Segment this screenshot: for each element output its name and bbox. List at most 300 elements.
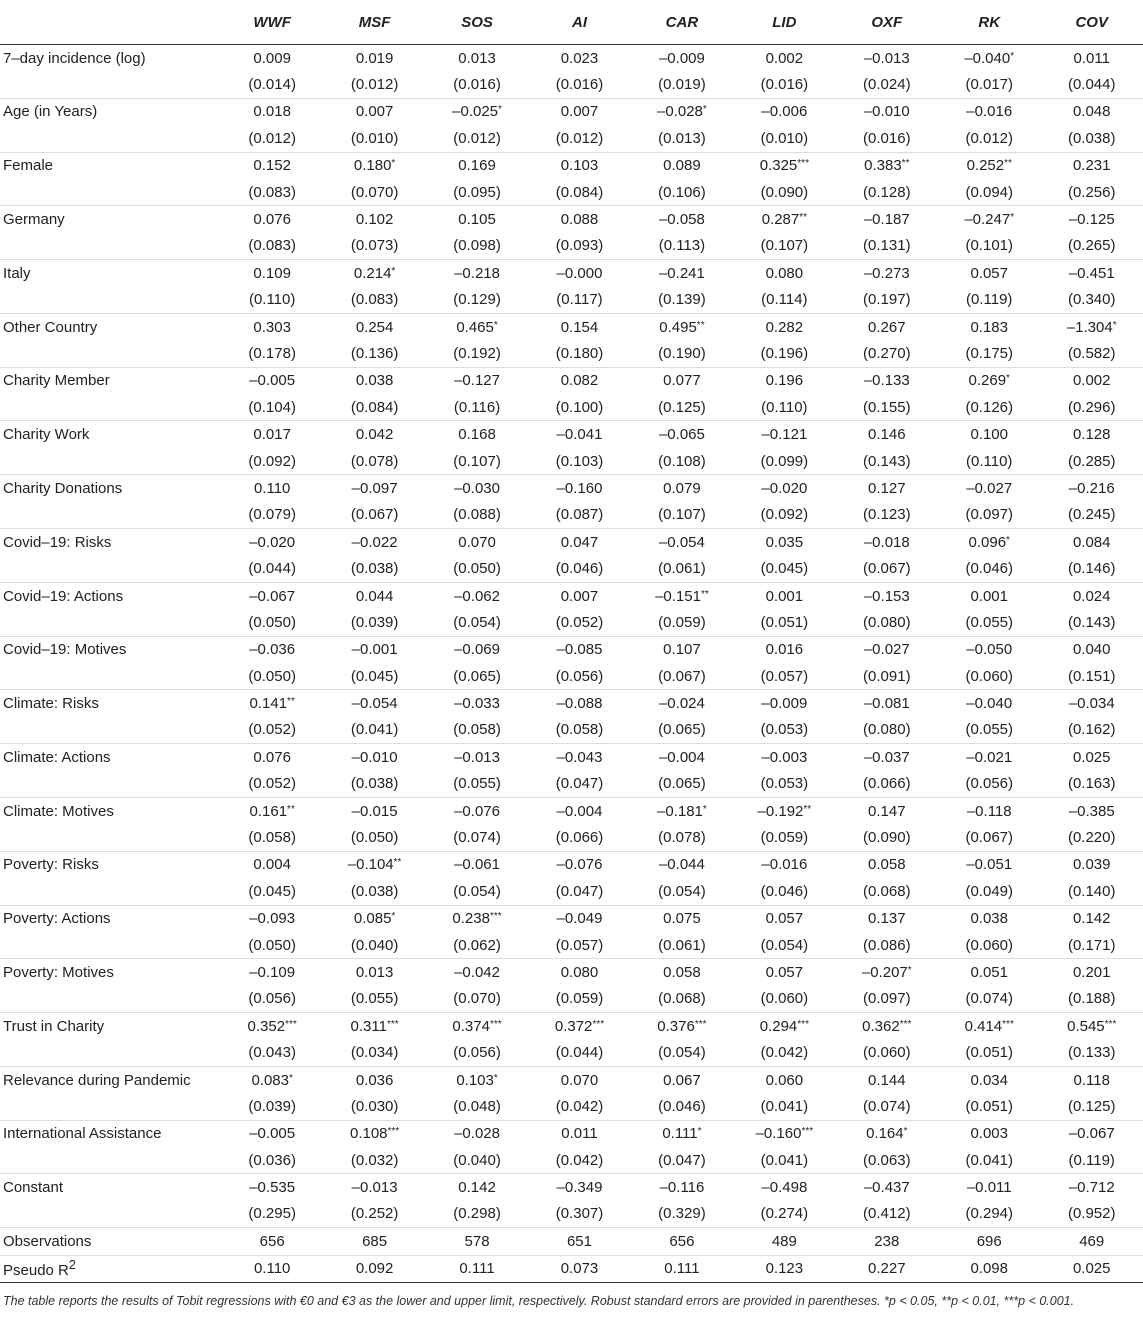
se-cell: (0.058) [248,829,296,847]
se-cell: (0.055) [453,775,501,793]
coef-cell: 0.007 [528,98,630,125]
se-cell: (0.067) [965,829,1013,847]
row-label: International Assistance [0,1120,221,1147]
summary-cell: 656 [221,1228,323,1255]
se-cell: (0.052) [555,613,604,631]
table-row-se [0,233,1143,260]
coef-cell: 0.144 [836,1066,938,1093]
coef-cell: 0.105 [426,206,528,233]
se-cell: (0.030) [350,1097,399,1115]
coef-cell: –0.001 [323,636,425,663]
se-cell: (0.054) [658,1044,706,1062]
coef-cell: –0.181* [631,797,733,824]
header-row [0,0,1143,45]
se-cell: (0.039) [350,613,399,631]
se-cell: (0.090) [863,829,911,847]
se-cell: (0.098) [453,237,501,255]
coef-cell: –0.349 [528,1174,630,1201]
se-cell: (0.079) [248,506,296,524]
se-cell: (0.040) [350,936,399,954]
coef-cell: –0.712 [1040,1174,1143,1201]
summary-row [0,1228,1143,1255]
significance-stars: *** [1104,1018,1117,1030]
coef-cell: 0.214* [323,260,425,287]
superscript: 2 [68,1258,76,1273]
se-cell: (0.107) [658,506,706,524]
se-cell: (0.151) [1067,667,1116,685]
significance-stars: * [702,104,707,116]
se-cell: (0.070) [350,183,399,201]
se-cell: (0.061) [658,560,706,578]
summary-cell: 0.073 [528,1255,630,1282]
significance-stars: * [288,1072,293,1084]
se-cell: (0.106) [658,183,706,201]
se-cell: (0.117) [556,291,603,309]
summary-cell: 0.092 [323,1255,425,1282]
table-row [0,1120,1143,1147]
significance-stars: * [907,964,912,976]
se-cell: (0.092) [248,452,296,470]
table-row-se [0,340,1143,367]
coef-cell: –0.033 [426,690,528,717]
se-cell: (0.129) [453,291,501,309]
se-cell: (0.162) [1067,721,1116,739]
se-cell: (0.180) [555,344,604,362]
se-cell: (0.131) [863,237,911,255]
row-label: Other Country [0,313,221,340]
significance-stars: * [903,1126,908,1138]
coef-cell: 0.108*** [323,1120,425,1147]
coef-cell: 0.051 [938,959,1040,986]
se-cell: (0.056) [965,775,1013,793]
significance-stars: *** [489,911,502,923]
se-cell: (0.100) [555,398,604,416]
coef-cell: 0.080 [528,959,630,986]
coef-cell: 0.142 [1040,905,1143,932]
coef-cell: –0.022 [323,529,425,556]
table-row [0,905,1143,932]
se-cell: (0.143) [863,452,911,470]
se-cell: (0.307) [555,1205,604,1223]
blank-cell [0,1039,221,1066]
coef-cell: –0.009 [733,690,835,717]
coef-cell: 0.107 [631,636,733,663]
coef-cell: –0.062 [426,582,528,609]
coef-cell: –0.085 [528,636,630,663]
se-cell: (0.060) [965,936,1013,954]
coef-cell: 0.083* [221,1066,323,1093]
coef-cell: 0.146 [836,421,938,448]
se-cell: (0.016) [863,129,911,147]
coef-cell: –0.437 [836,1174,938,1201]
se-cell: (0.024) [863,76,911,94]
coef-cell: 0.057 [733,905,835,932]
se-cell: (0.140) [1067,882,1116,900]
se-cell: (0.065) [658,721,706,739]
se-cell: (0.041) [760,1151,809,1169]
se-cell: (0.042) [555,1151,604,1169]
blank-cell [0,824,221,851]
blank-cell [0,1147,221,1174]
se-cell: (0.045) [760,560,809,578]
coef-cell: –0.006 [733,98,835,125]
se-cell: (0.103) [555,452,604,470]
se-cell: (0.092) [760,506,809,524]
coef-cell: 0.009 [253,49,291,67]
coef-cell: –0.247* [938,206,1040,233]
row-label: Age (in Years) [0,98,221,125]
coef-cell: –0.104** [323,851,425,878]
row-label: Relevance during Pandemic [0,1066,221,1093]
coef-cell: 0.110 [221,475,323,502]
table-row [0,152,1143,179]
se-cell: (0.060) [760,990,809,1008]
coef-cell: 0.465* [426,313,528,340]
row-label: Poverty: Motives [0,959,221,986]
coef-cell: 0.196 [733,367,835,394]
coef-cell: –0.027 [836,636,938,663]
summary-cell: 696 [938,1228,1040,1255]
coef-cell: 0.084 [1040,529,1143,556]
se-cell: (0.016) [453,76,501,94]
coef-cell: –0.009 [658,49,705,67]
coef-cell: 0.100 [938,421,1040,448]
coef-cell: 0.044 [323,582,425,609]
se-cell: (0.094) [965,183,1013,201]
se-cell: (0.133) [1067,1044,1116,1062]
se-cell: (0.126) [965,398,1013,416]
coef-cell: 0.231 [1040,152,1143,179]
se-cell: (0.048) [453,1097,501,1115]
coef-cell: –0.024 [631,690,733,717]
coef-cell: –0.036 [221,636,323,663]
coef-cell: –0.097 [323,475,425,502]
coef-cell: –0.037 [836,744,938,771]
se-cell: (0.178) [248,344,296,362]
coef-cell: 0.018 [221,98,323,125]
coef-cell: –0.025* [426,98,528,125]
se-cell: (0.044) [1067,76,1116,94]
se-cell: (0.190) [658,344,706,362]
coef-cell: 0.004 [221,851,323,878]
table-row-se [0,179,1143,206]
se-cell: (0.054) [658,882,706,900]
blank-cell [0,448,221,475]
coef-cell: 0.023 [560,49,599,67]
se-cell: (0.084) [555,183,604,201]
se-cell: (0.412) [863,1205,911,1223]
coef-cell: –0.050 [938,636,1040,663]
se-cell: (0.047) [555,882,604,900]
se-cell: (0.114) [761,291,808,309]
se-cell: (0.136) [350,344,399,362]
coef-cell: 0.201 [1040,959,1143,986]
coef-cell: –0.058 [631,206,733,233]
se-cell: (0.067) [350,506,399,524]
coef-cell: 0.038 [938,905,1040,932]
coef-cell: 0.007 [528,582,630,609]
table-row-se [0,824,1143,851]
significance-stars: ** [700,588,709,600]
se-cell: (0.080) [863,613,911,631]
se-cell: (0.044) [248,560,296,578]
se-cell: (0.056) [453,1044,501,1062]
se-cell: (0.220) [1067,829,1116,847]
se-cell: (0.952) [1067,1205,1116,1223]
se-cell: (0.053) [760,775,809,793]
se-cell: (0.070) [453,990,501,1008]
row-label: Italy [0,260,221,287]
se-cell: (0.110) [966,452,1013,470]
table-row [0,421,1143,448]
coef-cell: 0.011 [528,1120,630,1147]
se-cell: (0.040) [453,1151,501,1169]
coef-cell: 0.067 [631,1066,733,1093]
table-row [0,851,1143,878]
significance-stars: *** [801,1126,814,1138]
significance-stars: *** [387,1126,400,1138]
table-row-se [0,287,1143,314]
coef-cell: 0.011 [1073,49,1110,67]
significance-stars: ** [287,803,295,815]
row-label: Charity Donations [0,475,221,502]
se-cell: (0.066) [555,829,604,847]
significance-stars: ** [393,857,402,869]
coef-cell: 0.007 [323,98,425,125]
se-cell: (0.270) [863,344,911,362]
se-cell: (0.074) [453,829,501,847]
blank-cell [0,340,221,367]
se-cell: (0.252) [350,1205,399,1223]
table-row [0,582,1143,609]
row-label: Covid–19: Motives [0,636,221,663]
coef-cell: 0.013 [458,49,496,67]
se-cell: (0.155) [863,398,911,416]
se-cell: (0.051) [760,613,809,631]
se-cell: (0.054) [760,936,809,954]
se-cell: (0.051) [965,1044,1013,1062]
significance-stars: * [391,265,396,277]
column-header: SOS [426,0,528,45]
coef-cell: –0.043 [528,744,630,771]
coef-cell: 0.025 [1040,744,1143,771]
blank-cell [0,394,221,421]
se-cell: (0.084) [350,398,399,416]
coef-cell: 0.164* [836,1120,938,1147]
blank-cell [0,1201,221,1228]
summary-row [0,1255,1143,1282]
coef-cell: 0.102 [323,206,425,233]
coef-cell: –0.016 [733,851,835,878]
coef-cell: 0.047 [528,529,630,556]
coef-cell: 0.088 [528,206,630,233]
blank-cell [0,878,221,905]
se-cell: (0.054) [453,882,501,900]
summary-cell: 0.111 [426,1255,528,1282]
coef-cell: –0.385 [1040,797,1143,824]
coef-cell: 0.374*** [426,1013,528,1040]
row-label: Poverty: Actions [0,905,221,932]
significance-stars: *** [285,1018,297,1030]
se-cell: (0.104) [248,398,296,416]
se-cell: (0.042) [555,1097,604,1115]
coef-cell: –0.000 [528,260,630,287]
se-cell: (0.016) [760,76,809,94]
coef-cell: –0.067 [1040,1120,1143,1147]
se-cell: (0.038) [350,775,399,793]
se-cell: (0.068) [863,882,911,900]
coef-cell: 0.070 [528,1066,630,1093]
row-label: Covid–19: Actions [0,582,221,609]
coef-cell: 0.294*** [733,1013,835,1040]
coef-cell: –0.216 [1040,475,1143,502]
table-row [0,1013,1143,1040]
table-row-se [0,771,1143,798]
column-header: AI [528,0,630,45]
table-body [0,45,1143,1283]
coef-cell: –0.021 [938,744,1040,771]
coef-cell: –0.065 [631,421,733,448]
se-cell: (0.099) [760,452,809,470]
se-cell: (0.012) [453,129,501,147]
se-cell: (0.034) [350,1044,399,1062]
column-header: CAR [631,0,733,45]
coef-cell: –0.535 [221,1174,323,1201]
row-label [0,1228,221,1255]
se-cell: (0.050) [248,667,296,685]
se-cell: (0.014) [248,76,296,94]
coef-cell: –0.040* [964,49,1015,67]
se-cell: (0.125) [658,398,706,416]
coef-cell: –0.028* [631,98,733,125]
coef-cell: –0.076 [528,851,630,878]
se-cell: (0.110) [248,291,296,309]
coef-cell: 0.058 [631,959,733,986]
table-row [0,636,1143,663]
row-label: Female [0,152,221,179]
coef-cell: –0.273 [836,260,938,287]
table-row-se [0,932,1143,959]
table-row [0,45,1143,72]
summary-label-text: Observations [3,1232,92,1250]
coef-cell: 0.168 [426,421,528,448]
coef-cell: –0.004 [631,744,733,771]
coef-cell: –0.109 [221,959,323,986]
coef-cell: 0.034 [938,1066,1040,1093]
coef-cell: 0.003 [938,1120,1040,1147]
significance-stars: ** [803,803,812,815]
se-cell: (0.188) [1067,990,1116,1008]
coef-cell: –0.061 [426,851,528,878]
se-cell: (0.197) [863,291,911,309]
se-cell: (0.056) [248,990,296,1008]
coef-cell: 0.079 [631,475,733,502]
se-cell: (0.059) [760,829,809,847]
coef-cell: 0.060 [733,1066,835,1093]
se-cell: (0.050) [453,560,501,578]
summary-cell: 0.227 [836,1255,938,1282]
se-cell: (0.083) [350,291,399,309]
coef-cell: 0.082 [528,367,630,394]
significance-stars: * [493,319,498,331]
row-label: Germany [0,206,221,233]
se-cell: (0.080) [863,721,911,739]
coef-cell: –0.003 [733,744,835,771]
coef-cell: –0.004 [528,797,630,824]
se-cell: (0.032) [350,1151,399,1169]
coef-cell: 0.058 [836,851,938,878]
column-header: OXF [836,0,938,45]
se-cell: (0.067) [863,560,911,578]
se-cell: (0.038) [350,882,399,900]
significance-stars: *** [797,158,809,170]
coef-cell: –0.121 [733,421,835,448]
table-row-se [0,1147,1143,1174]
coef-cell: 0.057 [733,959,835,986]
table-row-se [0,125,1143,152]
coef-cell: 0.024 [1040,582,1143,609]
coef-cell: 0.089 [631,152,733,179]
se-cell: (0.055) [350,990,399,1008]
table-row-se [0,448,1143,475]
se-cell: (0.146) [1067,560,1116,578]
column-header: RK [938,0,1040,45]
significance-stars: * [702,803,707,815]
coef-cell: –0.005 [221,1120,323,1147]
coef-cell: –0.016 [938,98,1040,125]
coef-cell: –0.125 [1040,206,1143,233]
coef-cell: 0.169 [426,152,528,179]
coef-cell: –0.081 [836,690,938,717]
coef-cell: –0.133 [836,367,938,394]
significance-stars: ** [696,319,705,331]
se-cell: (0.139) [658,291,706,309]
se-cell: (0.083) [248,183,296,201]
table-row [0,690,1143,717]
significance-stars: * [1006,373,1010,385]
significance-stars: *** [797,1018,809,1030]
se-cell: (0.046) [760,882,809,900]
row-label: Charity Member [0,367,221,394]
significance-stars: *** [1002,1018,1014,1030]
blank-cell [0,717,221,744]
se-cell: (0.044) [555,1044,604,1062]
summary-cell: 0.025 [1040,1255,1143,1282]
coef-cell: –0.069 [426,636,528,663]
table-row-se [0,555,1143,582]
se-cell: (0.052) [248,721,296,739]
se-cell: (0.049) [965,882,1013,900]
se-cell: (0.113) [658,237,706,255]
coef-cell: 0.036 [323,1066,425,1093]
se-cell: (0.107) [453,452,501,470]
se-cell: (0.078) [658,829,706,847]
coef-cell: 0.039 [1040,851,1143,878]
coef-cell: 0.383** [836,152,938,179]
row-label: Climate: Actions [0,744,221,771]
se-cell: (0.285) [1067,452,1116,470]
table-row [0,260,1143,287]
se-cell: (0.123) [863,506,911,524]
coef-cell: –0.030 [426,475,528,502]
coef-cell: 0.038 [323,367,425,394]
table-row-se [0,878,1143,905]
table-row [0,959,1143,986]
se-cell: (0.046) [555,560,604,578]
se-cell: (0.074) [965,990,1013,1008]
coef-cell: –0.241 [631,260,733,287]
row-label: Constant [0,1174,221,1201]
